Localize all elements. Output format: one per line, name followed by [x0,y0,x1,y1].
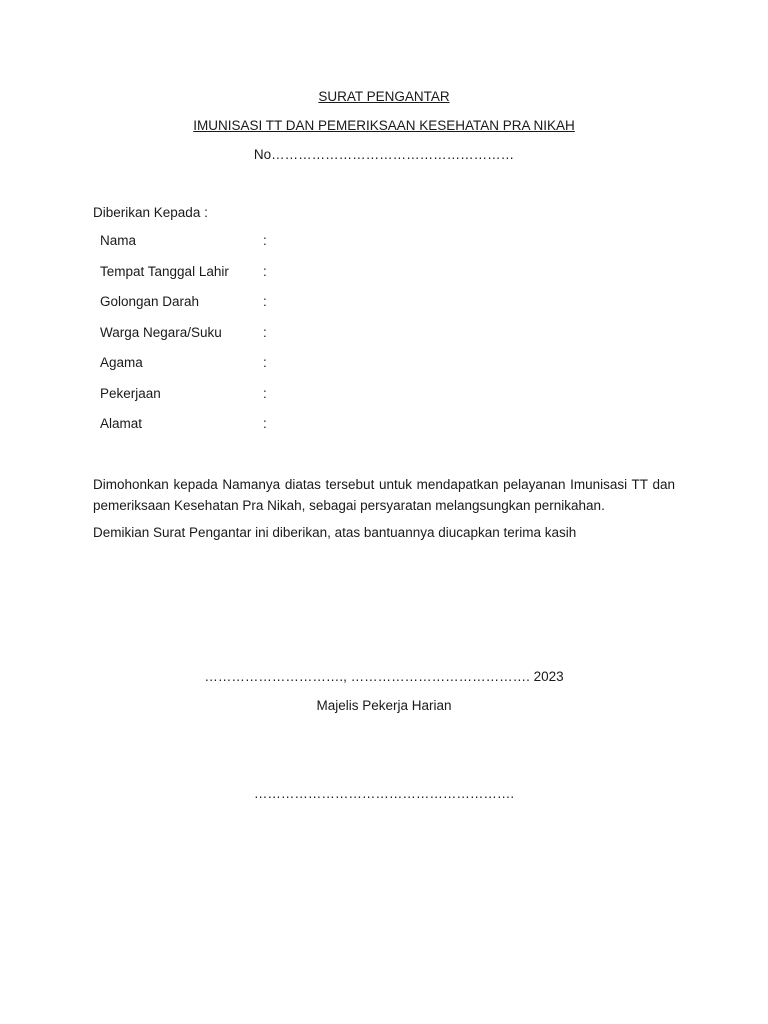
field-label: Tempat Tanggal Lahir [100,263,229,279]
organization-name: Majelis Pekerja Harian [316,698,452,713]
field-label: Pekerjaan [100,385,161,401]
field-colon: : [263,324,267,340]
field-colon: : [263,385,267,401]
document-subtitle: IMUNISASI TT DAN PEMERIKSAAN KESEHATAN PRA NIKAH [193,118,575,133]
place-date-line: …………………………., …………………………………. 2023 [204,669,564,684]
field-label: Warga Negara/Suku [100,324,222,340]
field-label: Agama [100,355,143,370]
closing-paragraph: Demikian Surat Pengantar ini diberikan, atas bantuannya diucapkan terima kasih [93,525,577,540]
document-number-line: No……………………………………………… [253,147,515,162]
signature-line: …………………………………………………. [253,786,515,801]
field-colon: : [263,263,267,279]
field-label: Golongan Darah [100,294,200,309]
document-title: SURAT PENGANTAR [318,89,450,104]
field-label: Nama [100,233,137,248]
field-colon: : [263,355,267,370]
field-colon: : [263,294,267,309]
request-paragraph: Dimohonkan kepada Namanya diatas tersebut untuk mendapatkan pelayanan Imunisasi TT dan pemeriksaan Kesehatan Pra Nikah, sebagai persyaratan melangsungkan pernikahan. [93,477,675,513]
field-label: Alamat [100,416,143,431]
field-colon: : [263,416,267,431]
given-to-label: Diberikan Kepada : [93,205,208,220]
field-colon: : [263,233,267,248]
